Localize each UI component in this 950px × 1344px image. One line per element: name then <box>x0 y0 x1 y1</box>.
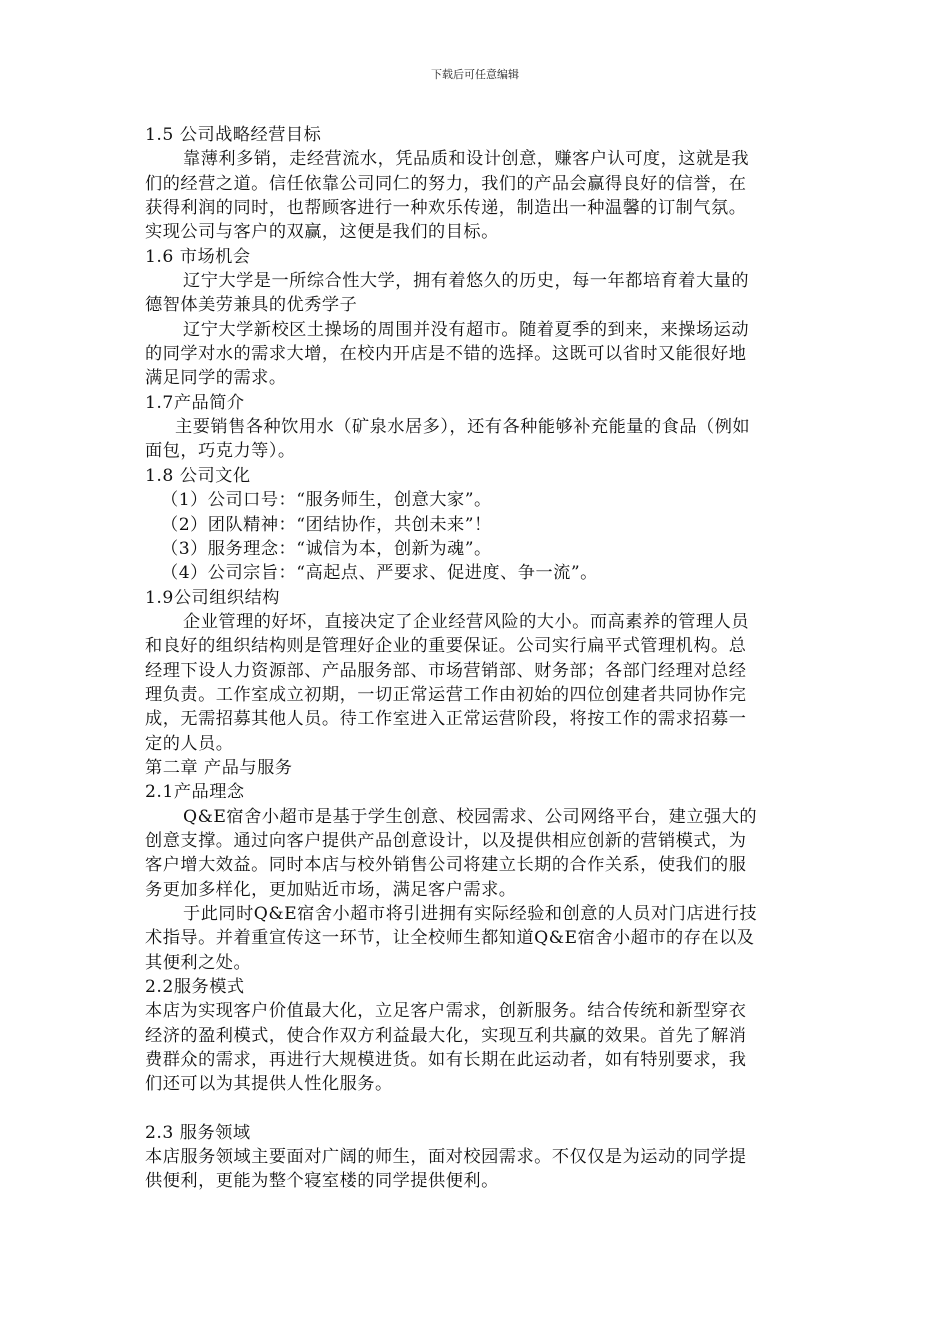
list-item: （2）团队精神：“团结协作，共创未来”！ <box>161 514 492 535</box>
section-heading: 2.3 服务领域 <box>145 1122 251 1143</box>
chapter-heading: 第二章 产品与服务 <box>145 757 293 778</box>
paragraph-line: 创意支撑。通过向客户提供产品创意设计，以及提供相应创新的营销模式，为 <box>145 830 747 851</box>
blank-line <box>145 1097 805 1121</box>
list-item: （4）公司宗旨：“高起点、严要求、促进度、争一流”。 <box>161 563 598 584</box>
document-body <box>145 123 805 1194</box>
paragraph-line: 费群众的需求，再进行大规模进货。如有长期在此运动者，如有特别要求，我 <box>145 1050 747 1071</box>
paragraph-line: 辽宁大学新校区土操场的周围并没有超市。随着夏季的到来，来操场运动 <box>183 319 750 340</box>
paragraph-line: 其便利之处。 <box>145 952 252 973</box>
paragraph-line: 术指导。并着重宣传这一环节，让全校师生都知道Q&E宿舍小超市的存在以及 <box>145 928 755 949</box>
paragraph-line: 经济的盈利模式，使合作双方利益最大化，实现互利共赢的效果。首先了解消 <box>145 1025 747 1046</box>
paragraph-line: 企业管理的好坏，直接决定了企业经营风险的大小。而高素养的管理人员 <box>183 611 750 632</box>
list-item: （3）服务理念：“诚信为本，创新为魂”。 <box>161 538 492 559</box>
paragraph-line: 面包，巧克力等）。 <box>145 441 296 462</box>
paragraph-line: 务更加多样化，更加贴近市场，满足客户需求。 <box>145 879 517 900</box>
paragraph-line: 们还可以为其提供人性化服务。 <box>145 1074 393 1095</box>
list-item: （1）公司口号：“服务师生，创意大家”。 <box>161 490 492 511</box>
paragraph-line: 和良好的组织结构则是管理好企业的重要保证。公司实行扁平式管理机构。总 <box>145 636 747 657</box>
paragraph-line: 于此同时Q&E宿舍小超市将引进拥有实际经验和创意的人员对门店进行技 <box>183 904 758 924</box>
page-header: 下载后可任意编辑 <box>431 68 519 81</box>
paragraph-line: 辽宁大学是一所综合性大学，拥有着悠久的历史，每一年都培育着大量的 <box>183 271 750 292</box>
section-heading: 2.1产品理念 <box>145 782 245 803</box>
paragraph-line: 德智体美劳兼具的优秀学子 <box>145 295 358 316</box>
section-heading: 1.9公司组织结构 <box>145 587 280 608</box>
paragraph-line: 满足同学的需求。 <box>145 368 287 389</box>
paragraph-line: 们的经营之道。信任依靠公司同仁的努力，我们的产品会赢得良好的信誉，在 <box>145 173 747 194</box>
paragraph-line: 的同学对水的需求大增，在校内开店是不错的选择。这既可以省时又能很好地 <box>145 344 747 365</box>
paragraph-line: 理负责。工作室成立初期，一切正常运营工作由初始的四位创建者共同协作完 <box>145 684 747 705</box>
paragraph-line: 获得利润的同时，也帮顾客进行一种欢乐传递，制造出一种温馨的订制气氛。 <box>145 198 747 219</box>
paragraph-line: 供便利，更能为整个寝室楼的同学提供便利。 <box>145 1171 499 1192</box>
paragraph-line: Q&E宿舍小超市是基于学生创意、校园需求、公司网络平台，建立强大的 <box>183 806 758 827</box>
section-heading: 1.7产品简介 <box>145 392 245 413</box>
paragraph-line: 定的人员。 <box>145 733 234 754</box>
section-heading: 1.5 公司战略经营目标 <box>145 125 322 145</box>
paragraph-line: 经理下设人力资源部、产品服务部、市场营销部、财务部；各部门经理对总经 <box>145 660 747 681</box>
section-heading: 1.6 市场机会 <box>145 246 251 267</box>
section-heading: 1.8 公司文化 <box>145 465 251 486</box>
paragraph-line: 实现公司与客户的双赢，这便是我们的目标。 <box>145 222 499 243</box>
section-heading: 2.2服务模式 <box>145 977 245 998</box>
paragraph-line: 靠薄利多销，走经营流水，凭品质和设计创意，赚客户认可度，这就是我 <box>183 149 750 170</box>
paragraph-line: 本店为实现客户价值最大化，立足客户需求，创新服务。结合传统和新型穿衣 <box>145 1001 747 1022</box>
paragraph-line: 成，无需招募其他人员。待工作室进入正常运营阶段，将按工作的需求招募一 <box>145 709 747 730</box>
paragraph-line: 本店服务领域主要面对广阔的师生，面对校园需求。不仅仅是为运动的同学提 <box>145 1147 747 1168</box>
paragraph-line: 主要销售各种饮用水（矿泉水居多），还有各种能够补充能量的食品（例如 <box>175 417 751 438</box>
paragraph-line: 客户增大效益。同时本店与校外销售公司将建立长期的合作关系，使我们的服 <box>145 855 747 876</box>
